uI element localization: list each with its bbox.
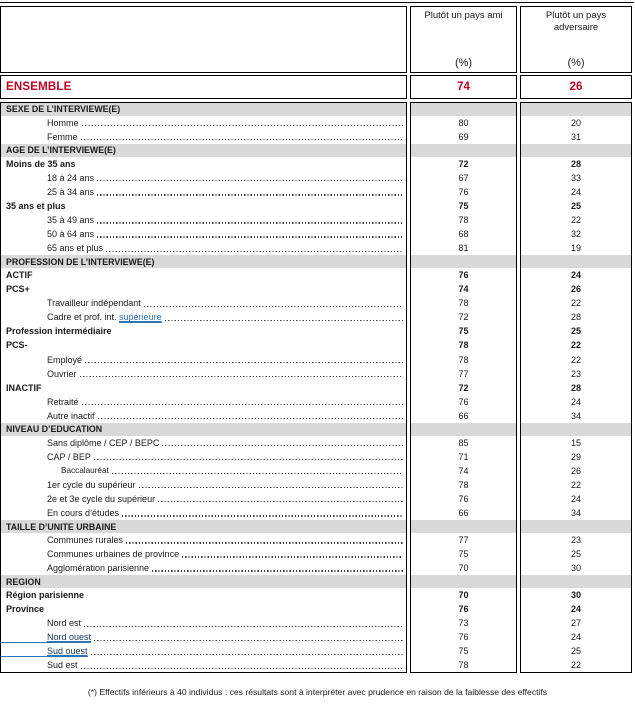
row-label: 1er cycle du supérieur [47,479,136,490]
table-body-band [0,102,634,673]
value-adversaire-cell: 30 [570,590,581,601]
value-adversaire-cell [521,520,631,533]
table-row [1,171,406,185]
value-ami-cell: 78 [458,354,469,365]
value-ami-cell: 78 [458,340,469,351]
value-adversaire-cell [521,144,631,157]
value-ami-cell: 76 [458,493,469,504]
value-adversaire-cell [521,255,631,268]
row-label-link[interactable]: Sud ouest [1,646,88,657]
value-adversaire-cell: 25 [570,646,581,657]
value-ami-cell: 78 [458,298,469,309]
table-row [1,506,406,520]
value-ami-cell: 77 [458,535,469,546]
value-ami-cell: 85 [458,437,469,448]
value-adversaire-cell: 29 [570,451,581,462]
row-label: Employé [47,354,83,365]
dotted-leader [91,654,403,655]
section-title: AGE DE L’INTERVIEWE(E) [6,145,116,156]
value-ami-cell: 71 [458,451,469,462]
row-label: 25 à 34 ans [47,187,95,197]
row-label: 35 ans et plus [6,201,66,212]
dotted-leader [144,306,403,307]
value-adversaire-cell: 25 [570,549,581,560]
column-title-ami: Plutôt un pays ami [424,9,503,21]
value-adversaire-cell: 34 [570,410,581,421]
dotted-leader [182,556,403,557]
value-ami-cell [411,144,516,157]
value-ami-cell: 78 [458,660,469,671]
value-adversaire-cell: 20 [570,117,581,128]
table-row [1,241,406,255]
dotted-leader [84,626,403,627]
column-header-ami [410,6,517,73]
value-ami-cell: 74 [458,284,469,295]
row-label: Retraité [47,396,79,407]
value-adversaire-cell: 28 [570,382,581,393]
column-title-adversaire: Plutôt un pays adversaire [545,9,607,34]
inline-link[interactable]: supérieure [119,312,162,323]
value-adversaire-cell: 27 [570,618,581,629]
row-label: Agglomération parisienne [47,563,150,574]
table-row [1,185,406,199]
value-adversaire-cell [521,103,631,116]
value-ami-cell: 70 [458,563,469,574]
dotted-leader [80,376,403,377]
table-row [1,227,406,241]
value-ami-cell: 70 [458,590,469,601]
row-label: PCS- [6,340,28,351]
dotted-leader [97,222,403,223]
value-ami-cell: 80 [458,117,469,128]
section-header-row [1,520,406,533]
value-ami-cell [411,255,516,268]
row-label: Autre inactif [47,410,95,421]
section-title: NIVEAU D’EDUCATION [6,424,103,435]
value-ami-cell: 76 [458,187,469,197]
value-adversaire-cell: 32 [570,229,581,240]
row-label: 50 à 64 ans [47,229,95,240]
table-row [1,367,406,381]
row-label: Baccalauréat [61,466,109,476]
section-header-row [1,255,406,268]
value-adversaire-cell: 22 [570,340,581,351]
dotted-leader [97,194,403,195]
value-ami-cell: 68 [458,229,469,240]
ensemble-label: ENSEMBLE [6,81,72,94]
dotted-leader [82,125,403,126]
value-adversaire-cell: 25 [570,326,581,337]
value-adversaire-cell: 28 [570,312,581,323]
value-adversaire-cell: 34 [570,507,581,518]
dotted-leader [122,515,403,516]
column-unit-ami: (%) [454,56,473,69]
value-adversaire-cell: 22 [570,354,581,365]
table-row [1,492,406,506]
row-label: En cours d’études [47,507,120,518]
dotted-leader [158,501,403,502]
section-header-row [1,103,406,116]
row-label: CAP / BEP [47,451,91,462]
ensemble-ami-value: 74 [457,81,470,94]
value-adversaire-cell: 22 [570,660,581,671]
value-ami-cell: 73 [458,618,469,629]
row-label: Communes rurales [47,535,124,546]
table-row [1,381,406,395]
dotted-leader [152,570,403,571]
table-top-rule [0,2,634,3]
value-ami-cell [411,423,516,436]
value-adversaire-cell: 25 [570,201,581,212]
table-row [1,588,406,602]
column-unit-adversaire: (%) [567,56,585,69]
section-header-row [1,575,406,588]
row-label: Région parisienne [6,590,85,601]
row-label: Moins de 35 ans [6,158,76,169]
table-header-band [0,6,634,73]
value-adversaire-cell: 23 [570,535,581,546]
table-row [1,310,406,324]
row-label: Cadre et prof. int. supérieure [47,312,162,323]
table-row [1,602,406,616]
ensemble-ami-cell [410,75,517,99]
value-ami-cell: 72 [458,312,469,323]
table-row [1,658,406,672]
table-row [1,282,406,296]
value-adversaire-cell: 24 [570,632,581,643]
table-row [1,395,406,409]
dotted-leader [81,139,403,140]
value-ami-cell: 76 [458,604,469,615]
dotted-leader [98,418,403,419]
table-row [1,130,406,144]
value-adversaire-cell: 24 [570,396,581,407]
value-adversaire-cell: 26 [570,465,581,476]
value-adversaire-cell: 24 [570,493,581,504]
ensemble-band [0,75,634,99]
value-adversaire-cell: 31 [570,131,581,142]
value-ami-cell: 75 [458,549,469,560]
row-label: 2e et 3e cycle du supérieur [47,493,156,504]
value-ami-cell: 66 [458,410,469,421]
dotted-leader [106,251,403,252]
value-adversaire-cell: 22 [570,215,581,226]
value-adversaire-cell: 28 [570,158,581,169]
value-ami-cell: 76 [458,396,469,407]
column-header-adversaire [520,6,632,73]
value-ami-cell: 75 [458,646,469,657]
ensemble-adversaire-value: 26 [569,81,583,94]
dotted-leader [112,473,403,474]
table-row [1,644,406,658]
body-ami-column [410,102,517,673]
section-header-row [1,144,406,157]
dotted-leader [97,236,403,237]
value-adversaire-cell [521,423,631,436]
value-adversaire-cell: 15 [570,437,581,448]
row-label: Femme [47,131,78,142]
value-adversaire-cell: 19 [570,243,581,254]
dotted-leader [81,668,403,669]
value-ami-cell: 69 [458,131,469,142]
dotted-leader [82,404,403,405]
dotted-leader [126,542,403,543]
table-row [1,324,406,338]
footnote: (*) Effectifs inférieurs à 40 individus : ces résultats sont à interpréter avec prudence en raison de la faiblesse des effectifs [87,687,548,697]
dotted-leader [94,640,403,641]
value-ami-cell [411,520,516,533]
row-label: 18 à 24 ans [47,172,95,183]
row-label: 35 à 49 ans [47,215,95,226]
row-label: Province [6,604,45,615]
dotted-leader [162,445,403,446]
value-adversaire-cell: 22 [570,298,581,309]
table-row [1,547,406,561]
row-label: Travailleur indépendant [47,298,141,309]
row-label: 65 ans et plus [47,243,104,254]
value-ami-cell: 81 [458,243,469,254]
section-title: SEXE DE L’INTERVIEWE(E) [6,104,121,115]
row-label: INACTIF [6,382,42,393]
table-row [1,353,406,367]
value-ami-cell: 74 [458,465,469,476]
dotted-leader [85,362,403,363]
table-row [1,296,406,310]
value-adversaire-cell: 24 [570,187,581,197]
row-label: Communes urbaines de province [47,549,180,560]
section-title: PROFESSION DE L’INTERVIEWE(E) [6,256,155,267]
value-ami-cell [411,103,516,116]
dotted-leader [139,487,403,488]
table-row [1,533,406,547]
row-label: Ouvrier [47,368,77,379]
value-ami-cell: 78 [458,479,469,490]
row-label: Homme [47,117,79,128]
value-adversaire-cell: 24 [570,270,581,281]
table-row [1,213,406,227]
table-row [1,338,406,352]
row-label: Profession intermédiaire [6,326,112,337]
table-row [1,199,406,213]
value-adversaire-cell [521,575,631,588]
value-ami-cell: 75 [458,326,469,337]
section-header-row [1,423,406,436]
dotted-leader [97,180,403,181]
table-row [1,116,406,130]
row-label: Nord est [47,618,82,629]
table-row [1,478,406,492]
table-row [1,268,406,282]
dotted-leader [165,320,403,321]
row-label: Sans diplôme / CEP / BEPC [47,437,160,448]
table-row [1,409,406,423]
table-row [1,157,406,171]
header-empty-cell [0,6,407,73]
table-row [1,616,406,630]
value-adversaire-cell: 33 [570,172,581,183]
row-label-link[interactable]: Nord ouest [1,632,91,643]
section-title: REGION [6,576,41,587]
ensemble-adversaire-cell [520,75,632,99]
value-adversaire-cell: 23 [570,368,581,379]
value-ami-cell: 72 [458,382,469,393]
dotted-leader [94,459,403,460]
value-ami-cell: 67 [458,172,469,183]
value-ami-cell: 75 [458,201,469,212]
table-row [1,450,406,464]
value-adversaire-cell: 26 [570,284,581,295]
value-ami-cell: 76 [458,632,469,643]
value-adversaire-cell: 22 [570,479,581,490]
value-adversaire-cell: 30 [570,563,581,574]
row-label: Sud est [47,660,78,671]
table-row [1,561,406,575]
value-ami-cell: 72 [458,158,469,169]
value-ami-cell: 66 [458,507,469,518]
crosstab-table [0,2,634,673]
ensemble-label-cell [0,75,407,99]
table-row [1,436,406,450]
table-row [1,630,406,644]
body-adversaire-column [520,102,632,673]
value-adversaire-cell: 24 [570,604,581,615]
row-label: ACTIF [6,270,33,281]
row-label: PCS+ [6,284,30,295]
value-ami-cell: 77 [458,368,469,379]
table-row [1,464,406,478]
value-ami-cell: 78 [458,215,469,226]
value-ami-cell [411,575,516,588]
section-title: TAILLE D’UNITE URBAINE [6,521,117,532]
value-ami-cell: 76 [458,270,469,281]
body-label-column [0,102,407,673]
